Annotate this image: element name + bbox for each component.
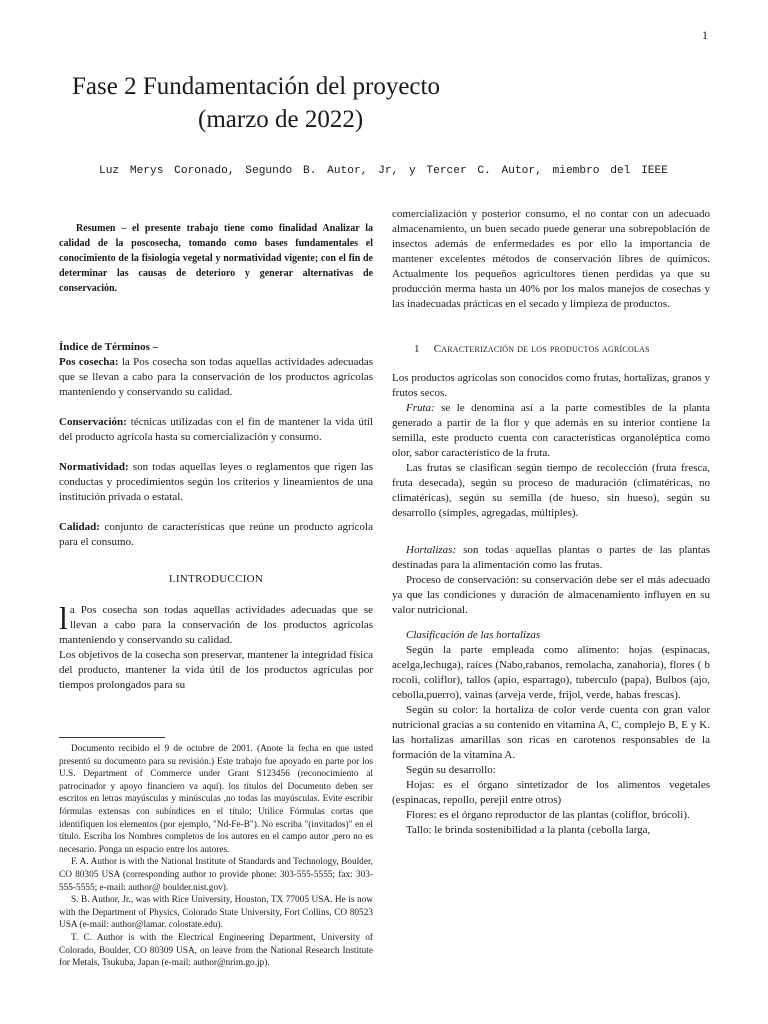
- section-heading-caracterizacion: 1 Caracterización de los productos agrícolas: [414, 343, 650, 355]
- title-line-1: Fase 2 Fundamentación del proyecto: [72, 73, 440, 100]
- fruta-paragraph: Fruta: se le denomina así a la parte comestibles de la planta generado a partir de la flor y que además en su interior contiene la semilla, este producto cuenta con características organoléptica como olor, sabor característico de la fruta.: [392, 402, 710, 459]
- desarrollo-paragraph: Según su desarrollo:: [406, 764, 496, 776]
- paper-title: [72, 70, 592, 136]
- term-calidad: Calidad: conjunto de características que reúne un producto agrícola para el consumo.: [59, 521, 373, 548]
- term-normatividad: Normatividad: son todas aquellas leyes o reglamentos que rigen las conductas y procedimientos según los criterios y lineamientos de una institución privada o estatal.: [59, 461, 373, 503]
- hojas-paragraph: Hojas: es el órgano sintetizador de los alimentos vegetales (espinacas, repollo, perejil entre otros): [392, 779, 710, 806]
- section-heading-intro: I.INTRODUCCION: [168, 573, 264, 585]
- title-line-2: (marzo de 2022): [198, 106, 364, 133]
- proceso-paragraph: Proceso de conservación: su conservación debe ser el más adecuado ya que las condiciones y duración de almacenamiento influyen en su valor nutricional.: [392, 574, 710, 616]
- footnote-rule: [59, 737, 165, 738]
- right-column: [392, 207, 710, 838]
- clasificacion-heading: Clasificación de las hortalizas: [406, 629, 541, 641]
- footnote-author-3: T. C. Author is with the Electrical Engineering Department, University of Colorado, Boulder, CO 80309 USA, on leave from the National Research Institute for Metals, Tsukuba, Japan (e-mail: author@nrim.go.jp).: [59, 932, 373, 969]
- tallo-paragraph: Tallo: le brinda sostenibilidad a la planta (cebolla larga,: [406, 824, 651, 836]
- intro-paragraph-1: la Pos cosecha son todas aquellas actividades adecuadas que se llevan a cabo para la conservación de los productos agrícolas manteniendo y conservando su calidad.: [59, 600, 373, 646]
- authors-line: Luz Merys Coronado, Segundo B. Autor, Jr, y Tercer C. Autor, miembro del IEEE: [99, 165, 668, 177]
- intro-paragraph-2: Los objetivos de la cosecha son preservar, mantener la integridad física del producto, mantener la vida útil de los productos agrículas por tiempos prolongados para su: [59, 649, 373, 691]
- flores-paragraph: Flores: es el órgano reproductor de las plantas (coliflor, brócoli).: [406, 809, 690, 821]
- footnote-author-2: S. B. Author, Jr., was with Rice University, Houston, TX 77005 USA. He is now with the Department of Physics, Colorado State University, Fort Collins, CO 80523 USA (e-mail: author@lamar. colostate.edu).: [59, 895, 373, 931]
- term-conservacion: Conservación: técnicas utilizadas con el fin de mantener la vida útil del producto agrícola hasta su comercialización y consumo.: [59, 416, 373, 443]
- drop-cap: l: [59, 600, 68, 636]
- frutas-clasificacion: Las frutas se clasifican según tiempo de recolección (fruta fresca, fruta desecada), según su proceso de maduración (climatéricas, no climatéricas), según su semilla (de hueso, sin hueso), según su desarrollo (simples, agregadas, múltiples).: [392, 462, 710, 519]
- page-number: 1: [702, 28, 708, 42]
- term-poscosecha: Pos cosecha: la Pos cosecha son todas aquellas actividades adecuadas que se llevan a cabo para la conservación de los productos agrícolas manteniendo y conservando su calidad.: [59, 356, 374, 398]
- left-column: [59, 221, 373, 751]
- color-paragraph: Según su color: la hortaliza de color verde cuenta con gran valor nutricional gracias a su contenido en vitamina A, C, complejo B, E y K. las hortalizas amarillas son ricas en carotenos responsables de la formación de la vitamina A.: [392, 704, 710, 761]
- index-terms-heading: Índice de Términos –: [59, 341, 159, 353]
- footnotes: [59, 743, 373, 970]
- continuation-paragraph: comercialización y posterior consumo, el no contar con un adecuado almacenamiento, un buen secado puede generar una sobrepoblación de insectos además de enfermedades es por ello la importancia de mantener excelentes métodos de conservación libres de químicos. Actualmente los pequeños agricultores tienen perdidas ya que su producción merma hasta un 40% por los malos manejos de cosechas y las inadecuadas prácticas en el secado y limpieza de productos.: [392, 208, 710, 310]
- footnote-received: Documento recibido el 9 de octubre de 2001. (Anote la fecha en que usted presentó su documento para su revisión.) Este trabajo fue apoyado en parte por los U.S. Department of Commerce under Grant S123456 (reconocimiento al patrocinador y apoyo financiero va aquí). los títulos del Documento deben ser escritos en letras mayúsculas y minúsculas ,no todas las mayúsculas. Evite escribir fórmulas extensas con subíndices en el título; Utilice Fórmulas cortas que identifiquen los elementos (por ejemplo, "Nd-Fe-B"). No escriba "(invitados)" en el título. Escriba los Nombres completos de los autores en el campo autor ,pero no es necesario. Ponga un espacio entre los autores.: [59, 744, 373, 855]
- products-paragraph: Los productos agrícolas son conocidos como frutas, hortalizas, granos y frutos secos.: [392, 372, 710, 399]
- parte-paragraph: Según la parte empleada como alimento: hojas (espinacas, acelga,lechuga), raíces (Nabo,rabanos, remolacha, zanahoria), flores ( b rocoli, coliflor), tallos (apio, esparrago), tuberculo (papa), Bulbos (ajo, cebolla,puerro), vainas (arveja verde, frijol, verde, habas frescas).: [392, 644, 710, 701]
- abstract: Resumen – el presente trabajo tiene como finalidad Analizar la calidad de la poscosecha, tomando como bases fundamentales el conocimiento de la fisiología vegetal y normatividad vigente; con el fin de determinar las causas de deterioro y generar alternativas de conservación.: [59, 223, 373, 294]
- hortalizas-paragraph: Hortalizas: son todas aquellas plantas o partes de las plantas destinadas para la alimentación como las frutas.: [392, 544, 710, 571]
- footnote-author-1: F. A. Author is with the National Institute of Standards and Technology, Boulder, CO 80305 USA (corresponding author to provide phone: 303-555-5555; fax: 303-555-5555; e-mail: author@ boulder.nist.gov).: [59, 857, 373, 893]
